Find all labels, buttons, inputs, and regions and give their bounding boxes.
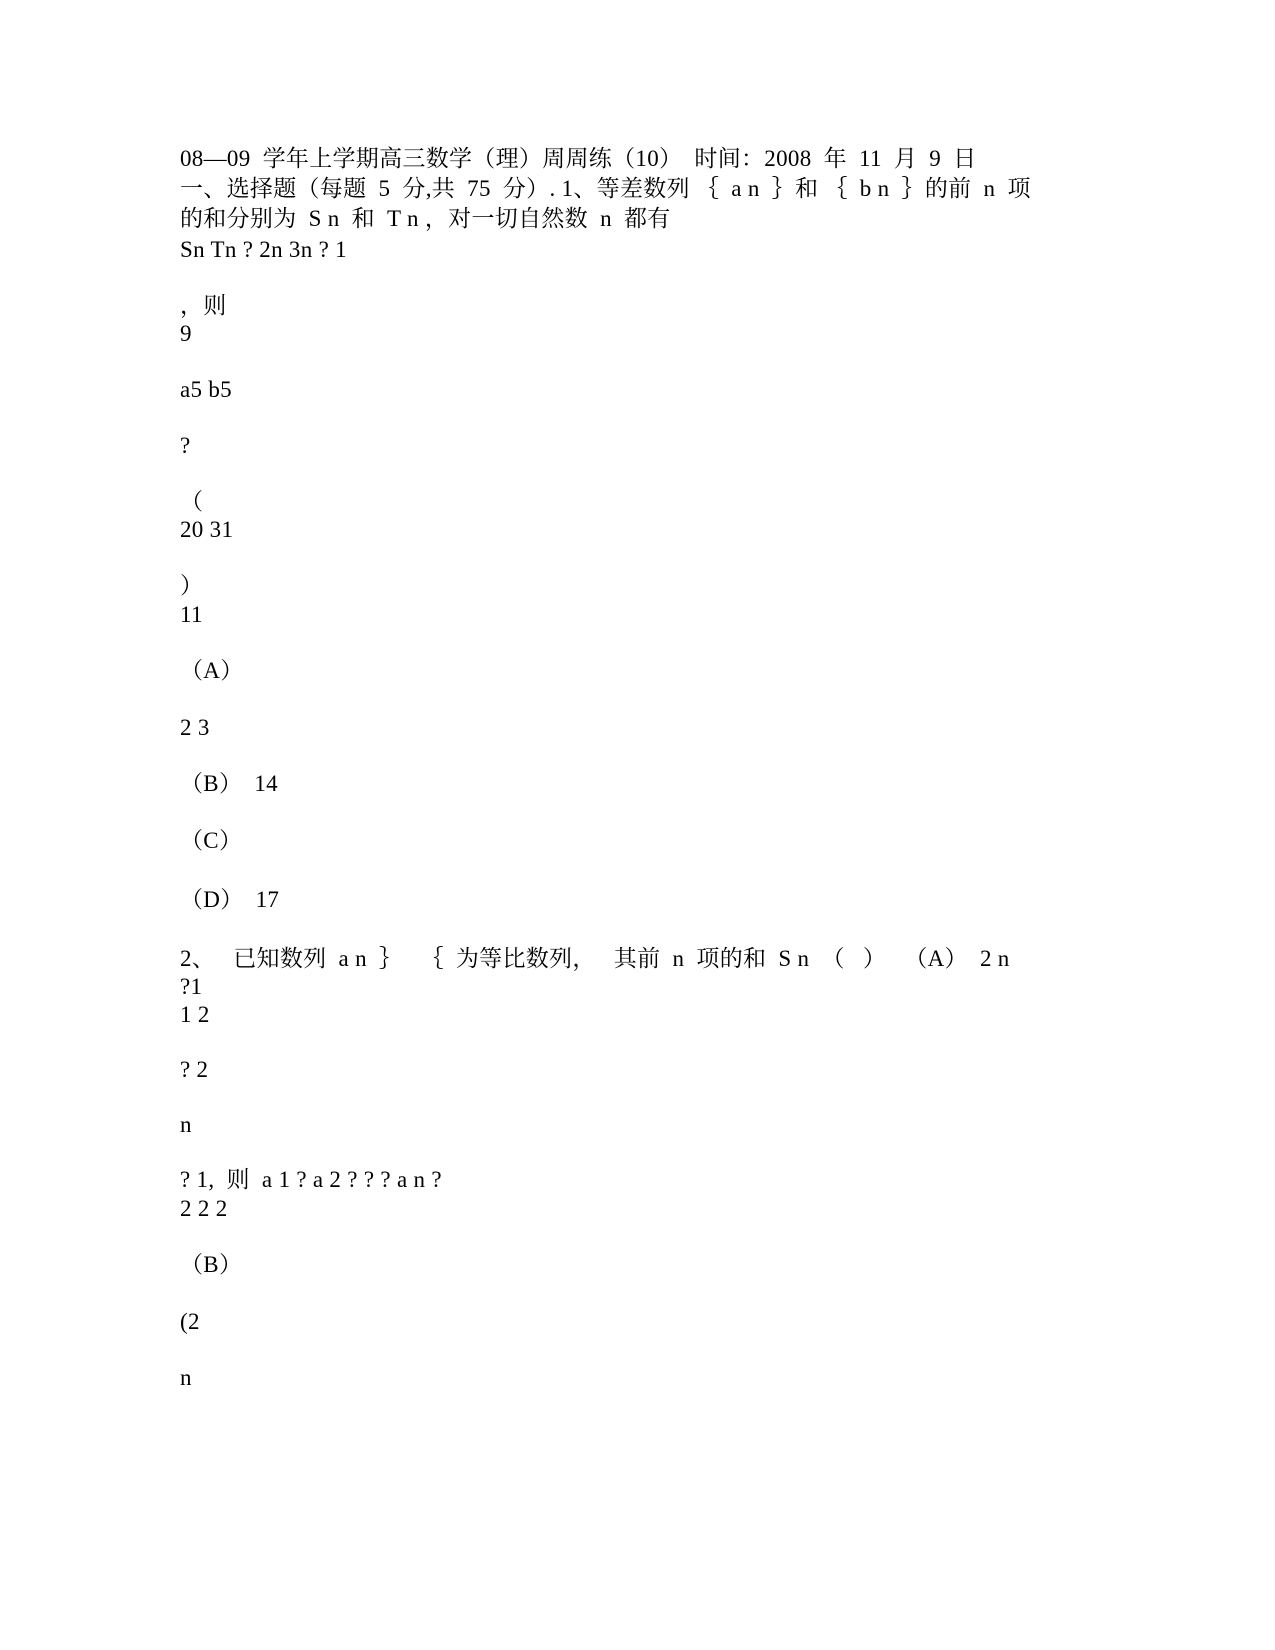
question-1-text: 的和分别为 S n 和 T n ，对一切自然数 n 都有 <box>180 206 671 231</box>
formula-fragment: ? 1, 则 a 1 ? a 2 ? ? ? a n ? <box>180 1167 442 1192</box>
option-b: （B） <box>180 1252 243 1277</box>
section-title-line: 一、选择题（每题 5 分,共 75 分）. 1、等差数列 ｛ a n ｝和 ｛ b n ｝的前 n 项 <box>180 176 1031 201</box>
formula-fragment: 20 31 <box>180 517 234 542</box>
formula-fragment: 9 <box>180 321 192 346</box>
text-fragment: （ <box>180 489 204 514</box>
text-fragment: ） <box>180 573 204 598</box>
formula-fragment: 11 <box>180 602 203 627</box>
option-c: （C） <box>180 828 243 853</box>
option-b: （B） 14 <box>180 771 278 796</box>
formula-fragment: (2 <box>180 1309 200 1334</box>
text-fragment: ，则 <box>180 293 227 318</box>
question-2-text: 2、 已知数列 a n ｝ ｛ 为等比数列， 其前 n 项的和 S n （ ） （A） 2 n <box>180 946 1010 971</box>
formula-fragment: 2 3 <box>180 715 210 740</box>
header-line: 08—09 学年上学期高三数学（理）周周练（10） 时间：2008 年 11 月 9 日 <box>180 146 977 171</box>
formula-fragment: Sn Tn ? 2n 3n ? 1 <box>180 237 347 262</box>
formula-fragment: ? <box>180 433 191 458</box>
formula-fragment: n <box>180 1365 192 1390</box>
formula-fragment: n <box>180 1112 192 1137</box>
formula-fragment: ? 2 <box>180 1057 209 1082</box>
formula-fragment: 2 2 2 <box>180 1196 228 1221</box>
formula-fragment: a5 b5 <box>180 377 232 402</box>
option-d: （D） 17 <box>180 887 280 912</box>
formula-fragment: ?1 <box>180 974 203 999</box>
formula-fragment: 1 2 <box>180 1002 210 1027</box>
option-a: （A） <box>180 658 244 683</box>
